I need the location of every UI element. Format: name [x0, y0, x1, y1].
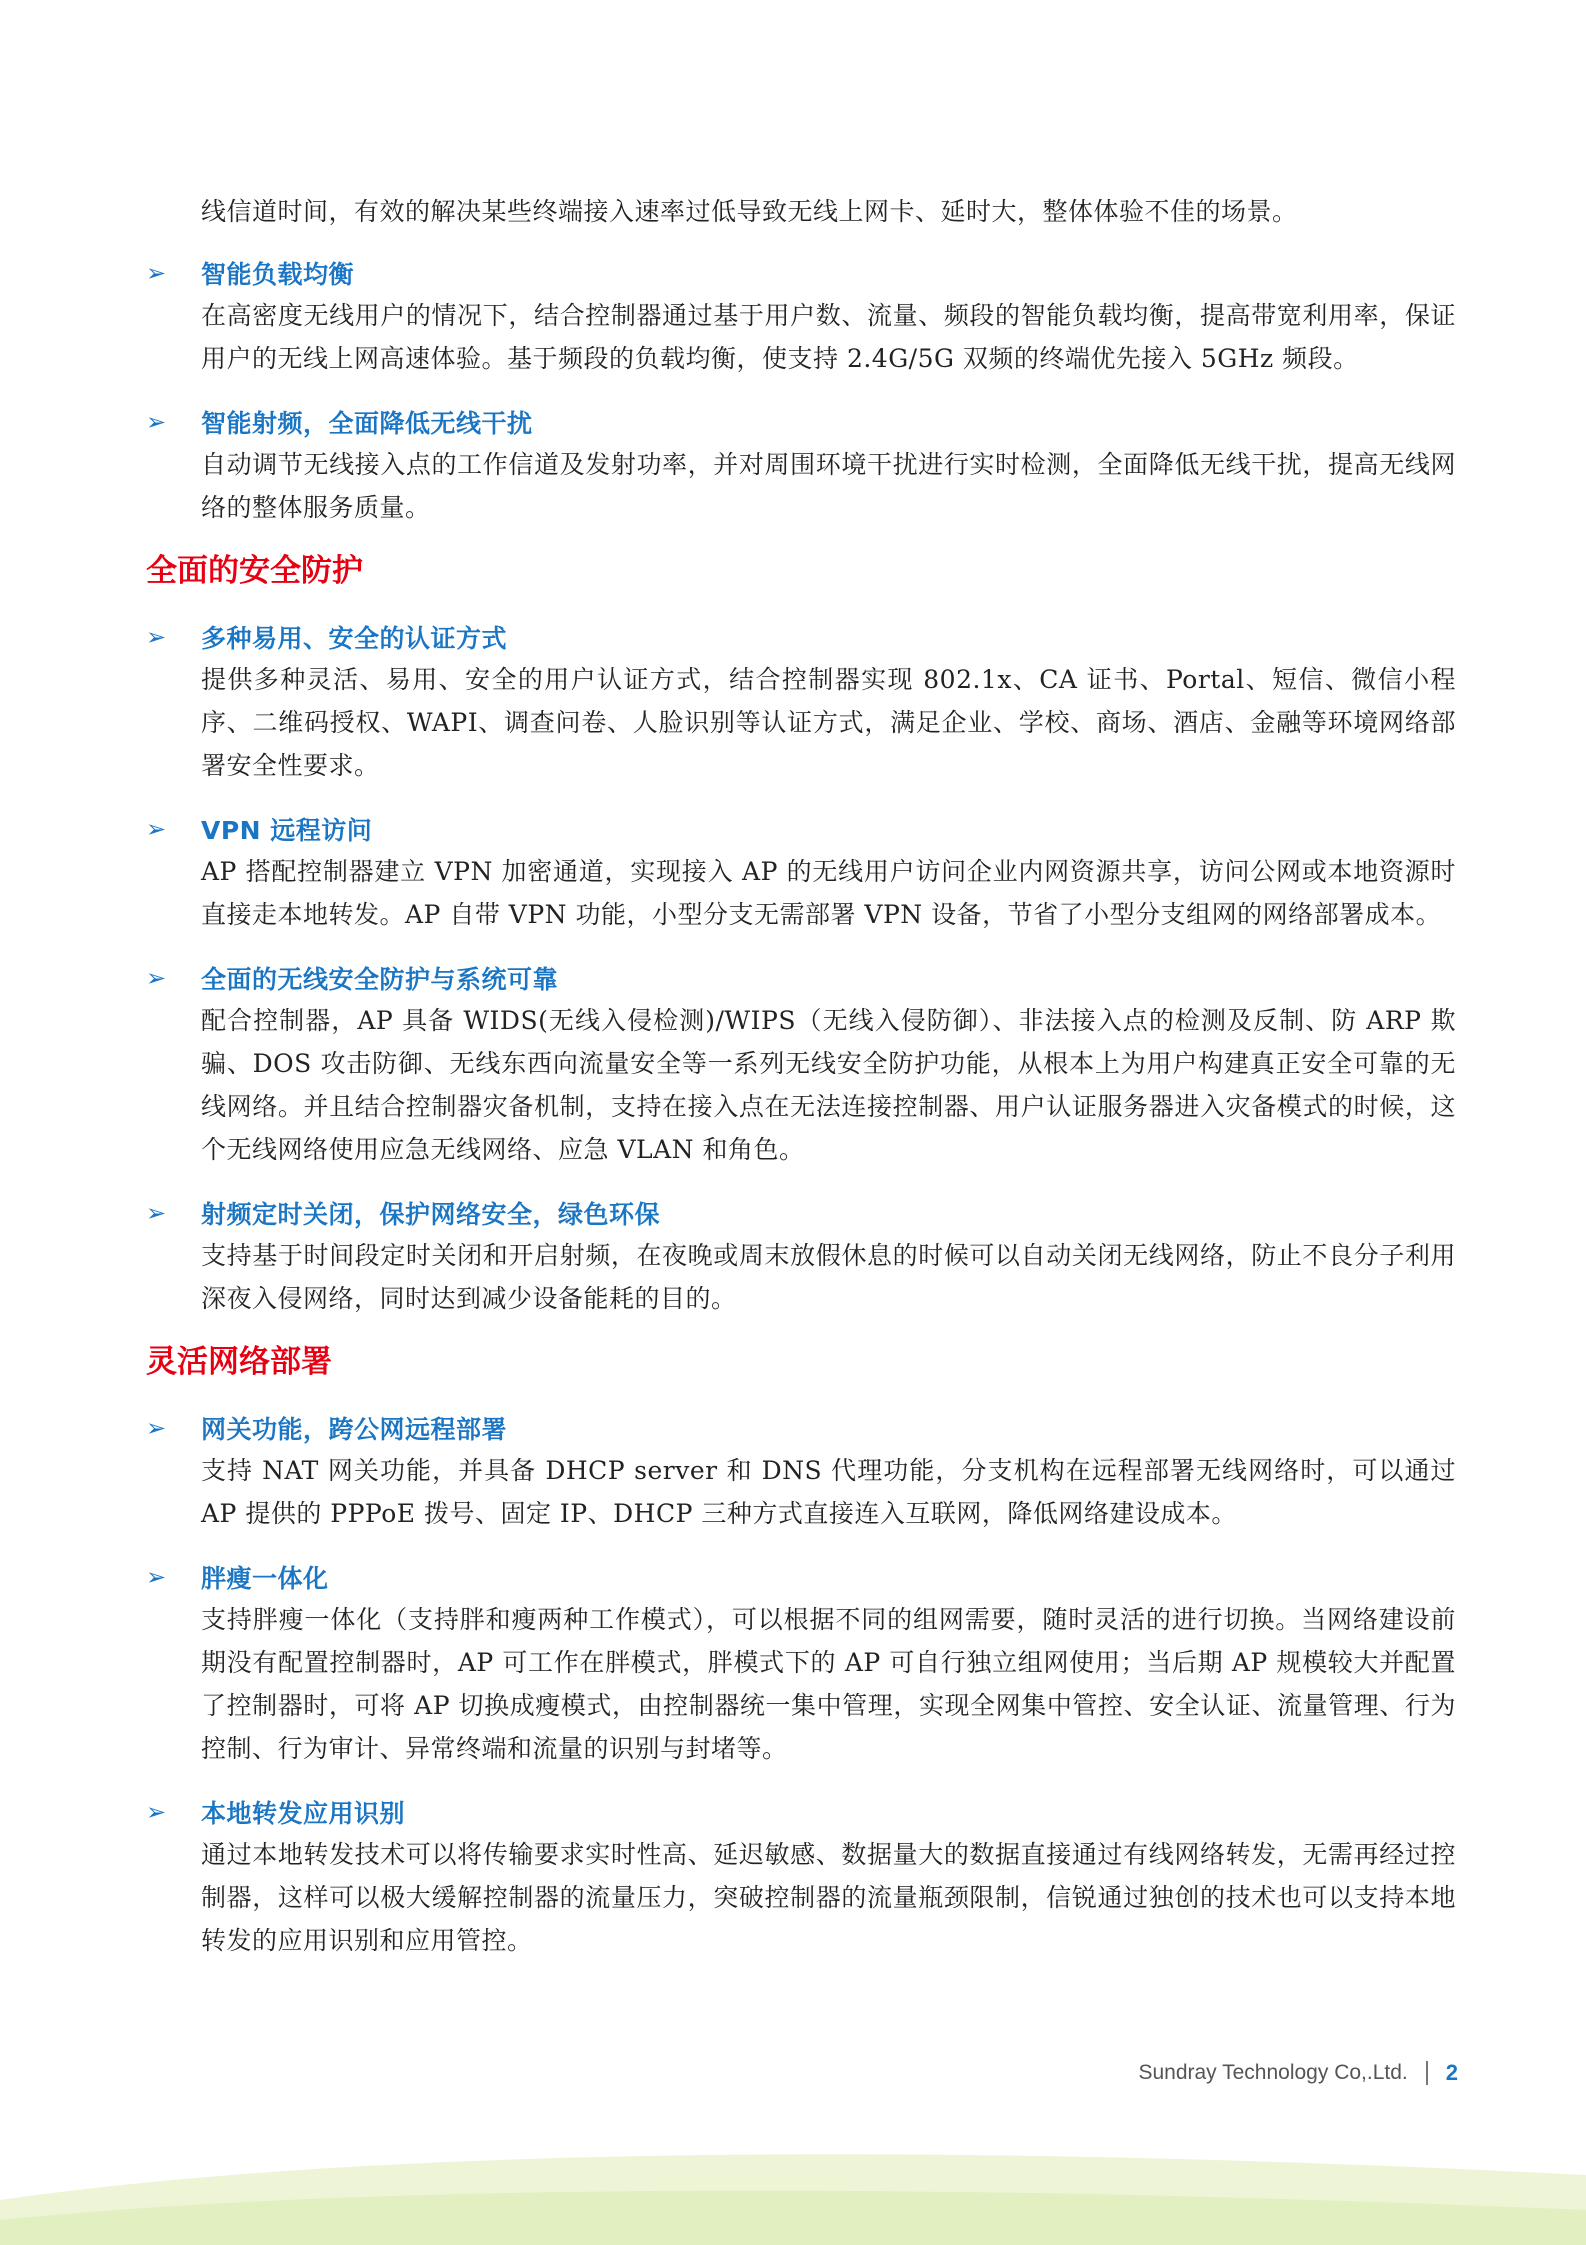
feature-body: 配合控制器，AP 具备 WIDS(无线入侵检测)/WIPS（无线入侵防御）、非法接入点的检测及反制、防 ARP 欺骗、DOS 攻击防御、无线东西向流量安全等一系列无线安全防护功能，从根本上为用户构建真正安全可靠的无线网络。并且结合控制器灾备机制，支持在接入点在无法连接控制器、用户认证服务器进入灾备模式的时候，这个无线网络使用应急无线网络、应急 VLAN 和角色。 — [201, 1006, 1456, 1164]
feature-body: 支持 NAT 网关功能，并具备 DHCP server 和 DNS 代理功能，分支机构在远程部署无线网络时，可以通过 AP 提供的 PPPoE 拨号、固定 IP、DHCP 三种方式直接连入互联网，降低网络建设成本。 — [201, 1456, 1456, 1528]
feature-body: 通过本地转发技术可以将传输要求实时性高、延迟敏感、数据量大的数据直接通过有线网络转发，无需再经过控制器，这样可以极大缓解控制器的流量压力，突破控制器的流量瓶颈限制，信锐通过独创的技术也可以支持本地转发的应用识别和应用管控。 — [201, 1840, 1456, 1955]
feature-body: 在高密度无线用户的情况下，结合控制器通过基于用户数、流量、频段的智能负载均衡，提高带宽利用率，保证用户的无线上网高速体验。基于频段的负载均衡，使支持 2.4G/5G 双频的终端优先接入 5GHz 频段。 — [201, 301, 1456, 373]
feature-body: 支持胖瘦一体化（支持胖和瘦两种工作模式），可以根据不同的组网需要，随时灵活的进行切换。当网络建设前期没有配置控制器时，AP 可工作在胖模式，胖模式下的 AP 可自行独立组网使用；当后期 AP 规模较大并配置了控制器时，可将 AP 切换成瘦模式，由控制器统一集中管理，实现全网集中管控、安全认证、流量管理、行为控制、行为审计、异常终端和流量的识别与封堵等。 — [201, 1605, 1456, 1763]
feature-title: 智能负载均衡 — [201, 259, 355, 289]
page-footer — [1138, 2060, 1458, 2086]
bullet-arrow-icon: ➢ — [146, 814, 167, 843]
feature-title: 射频定时关闭，保护网络安全，绿色环保 — [201, 1199, 661, 1229]
feature-item — [146, 1555, 1456, 1770]
feature-title: 智能射频，全面降低无线干扰 — [201, 408, 533, 438]
feature-title: VPN 远程访问 — [201, 815, 373, 845]
section-heading-security: 全面的安全防护 — [146, 553, 363, 589]
bullet-arrow-icon: ➢ — [146, 1198, 167, 1227]
bullet-arrow-icon: ➢ — [146, 622, 167, 651]
company-name: Sundray Technology Co,.Ltd. — [1138, 2061, 1408, 2084]
page-number: 2 — [1445, 2060, 1458, 2085]
feature-item — [146, 400, 1456, 529]
page-content — [146, 190, 1456, 1982]
feature-title: 全面的无线安全防护与系统可靠 — [201, 964, 559, 994]
intro-paragraph: 线信道时间，有效的解决某些终端接入速率过低导致无线上网卡、延时大，整体体验不佳的场景。 — [201, 197, 1298, 226]
footer-divider — [1426, 2061, 1428, 2085]
feature-item — [146, 1790, 1456, 1962]
decorative-green-wave — [0, 2140, 1586, 2245]
feature-title: 胖瘦一体化 — [201, 1563, 329, 1593]
bullet-arrow-icon: ➢ — [146, 1562, 167, 1591]
section-heading-deployment: 灵活网络部署 — [146, 1344, 332, 1380]
feature-item — [146, 251, 1456, 380]
feature-item — [146, 956, 1456, 1171]
bullet-arrow-icon: ➢ — [146, 258, 167, 287]
bullet-arrow-icon: ➢ — [146, 1797, 167, 1826]
bullet-arrow-icon: ➢ — [146, 407, 167, 436]
feature-body: AP 搭配控制器建立 VPN 加密通道，实现接入 AP 的无线用户访问企业内网资源共享，访问公网或本地资源时直接走本地转发。AP 自带 VPN 功能，小型分支无需部署 VPN 设备，节省了小型分支组网的网络部署成本。 — [201, 857, 1456, 929]
bullet-arrow-icon: ➢ — [146, 1413, 167, 1442]
feature-title: 网关功能，跨公网远程部署 — [201, 1414, 508, 1444]
feature-title: 多种易用、安全的认证方式 — [201, 623, 508, 653]
feature-body: 支持基于时间段定时关闭和开启射频，在夜晚或周末放假休息的时候可以自动关闭无线网络，防止不良分子利用深夜入侵网络，同时达到减少设备能耗的目的。 — [201, 1241, 1456, 1313]
feature-item — [146, 807, 1456, 936]
feature-body: 自动调节无线接入点的工作信道及发射功率，并对周围环境干扰进行实时检测，全面降低无线干扰，提高无线网络的整体服务质量。 — [201, 450, 1456, 522]
feature-title: 本地转发应用识别 — [201, 1798, 406, 1828]
feature-item — [146, 1191, 1456, 1320]
bullet-arrow-icon: ➢ — [146, 963, 167, 992]
feature-item — [146, 1406, 1456, 1535]
feature-body: 提供多种灵活、易用、安全的用户认证方式，结合控制器实现 802.1x、CA 证书、Portal、短信、微信小程序、二维码授权、WAPI、调查问卷、人脸识别等认证方式，满足企业、学校、商场、酒店、金融等环境网络部署安全性要求。 — [201, 665, 1456, 780]
feature-item — [146, 615, 1456, 787]
